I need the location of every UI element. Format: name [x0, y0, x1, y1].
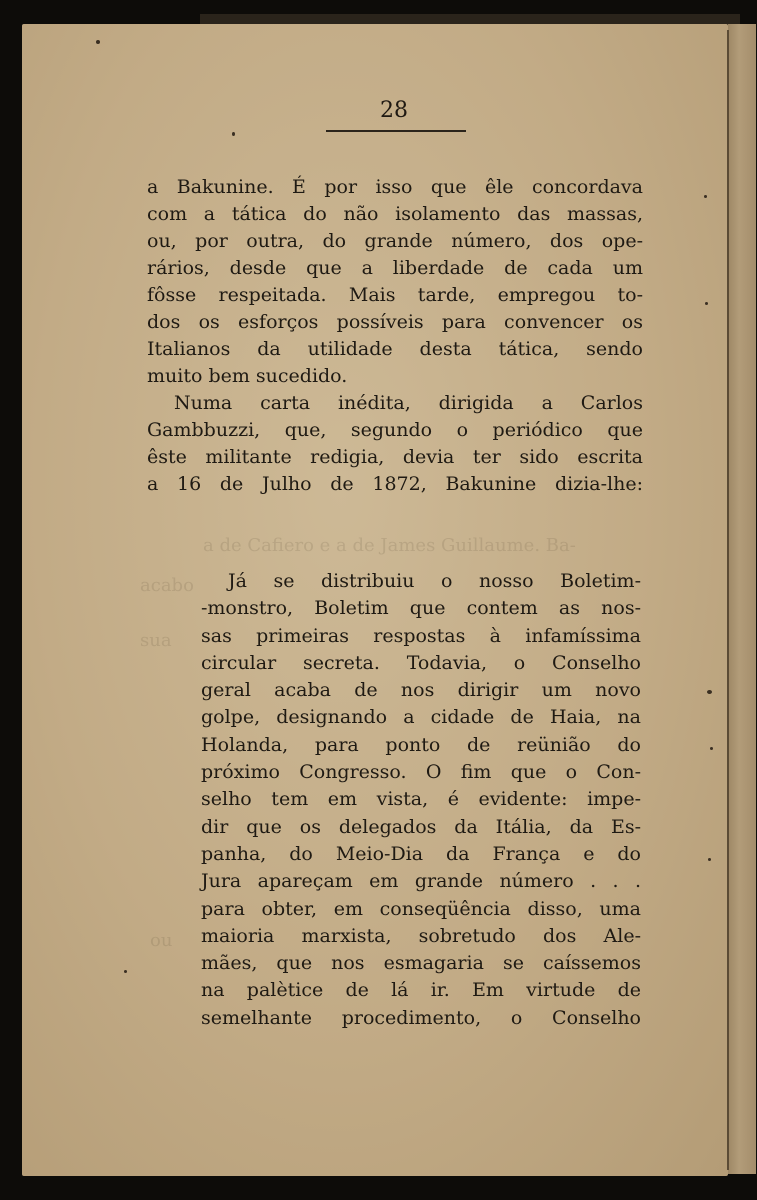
paper-speck	[708, 858, 711, 861]
text-line: Numa carta inédita, dirigida a Carlos	[174, 392, 643, 414]
quote-line: Jura apareçam em grande número . . .	[201, 870, 641, 893]
quote-line: Já se distribuiu o nosso Boletim-	[228, 570, 641, 592]
text-line: Italianos da utilidade desta tática, sendo	[147, 338, 643, 360]
quote-line: maioria marxista, sobretudo dos Ale-	[201, 924, 641, 947]
quote-line: selho tem em vista, é evidente: impe-	[201, 788, 641, 811]
text-line: êste militante redigia, devia ter sido escrita	[147, 446, 643, 468]
text-line: rários, desde que a liberdade de cada um	[147, 257, 643, 279]
quote-line: próximo Congresso. O fim que o Con-	[201, 761, 641, 784]
text-line: Gambbuzzi, que, segundo o periódico que	[147, 419, 643, 441]
body-text	[147, 174, 643, 498]
text-line: ou, por outra, do grande número, dos ope-	[147, 230, 643, 252]
page-number: 28	[380, 98, 408, 123]
page-number-rule	[326, 130, 466, 132]
text-line: a Bakunine. É por isso que êle concordava	[147, 176, 643, 198]
text-line: fôsse respeitada. Mais tarde, empregou to-	[147, 284, 643, 306]
text-line: muito bem sucedido.	[147, 365, 348, 387]
next-page-edge	[728, 24, 756, 1174]
show-through-text: a de Cafiero e a de James Guillaume. Ba-	[203, 535, 576, 556]
page-fold-line	[727, 30, 729, 1170]
paper-speck	[707, 690, 712, 694]
quote-line: -monstro, Boletim que contem as nos-	[201, 597, 641, 620]
show-through-text: ou	[150, 930, 173, 951]
text-line: dos os esforços possíveis para convencer os	[147, 311, 643, 333]
quote-line: dir que os delegados da Itália, da Es-	[201, 815, 641, 838]
paper-speck	[124, 970, 127, 973]
quote-line: sas primeiras respostas à infamíssima	[201, 624, 641, 647]
paper-speck	[704, 195, 707, 198]
paper-speck	[96, 40, 100, 44]
text-line: com a tática do não isolamento das massas,	[147, 203, 643, 225]
quote-line: geral acaba de nos dirigir um novo	[201, 679, 641, 702]
quoted-letter	[201, 568, 641, 1032]
quote-line: mães, que nos esmagaria se caíssemos	[201, 952, 641, 975]
show-through-text: sua	[140, 630, 172, 651]
paper-speck	[232, 132, 235, 136]
quote-line: Holanda, para ponto de reünião do	[201, 733, 641, 756]
quote-line: semelhante procedimento, o Conselho	[201, 1006, 641, 1029]
quote-line: na palètice de lá ir. Em virtude de	[201, 979, 641, 1002]
paper-speck	[710, 747, 713, 750]
paper-speck	[705, 302, 708, 305]
quote-line: panha, do Meio-Dia da França e do	[201, 842, 641, 865]
show-through-text: acabo	[140, 575, 194, 596]
quote-line: golpe, designando a cidade de Haia, na	[201, 706, 641, 729]
quote-line: para obter, em conseqüência disso, uma	[201, 897, 641, 920]
quote-line: circular secreta. Todavia, o Conselho	[201, 651, 641, 674]
text-line: a 16 de Julho de 1872, Bakunine dizia-lhe:	[147, 473, 643, 495]
